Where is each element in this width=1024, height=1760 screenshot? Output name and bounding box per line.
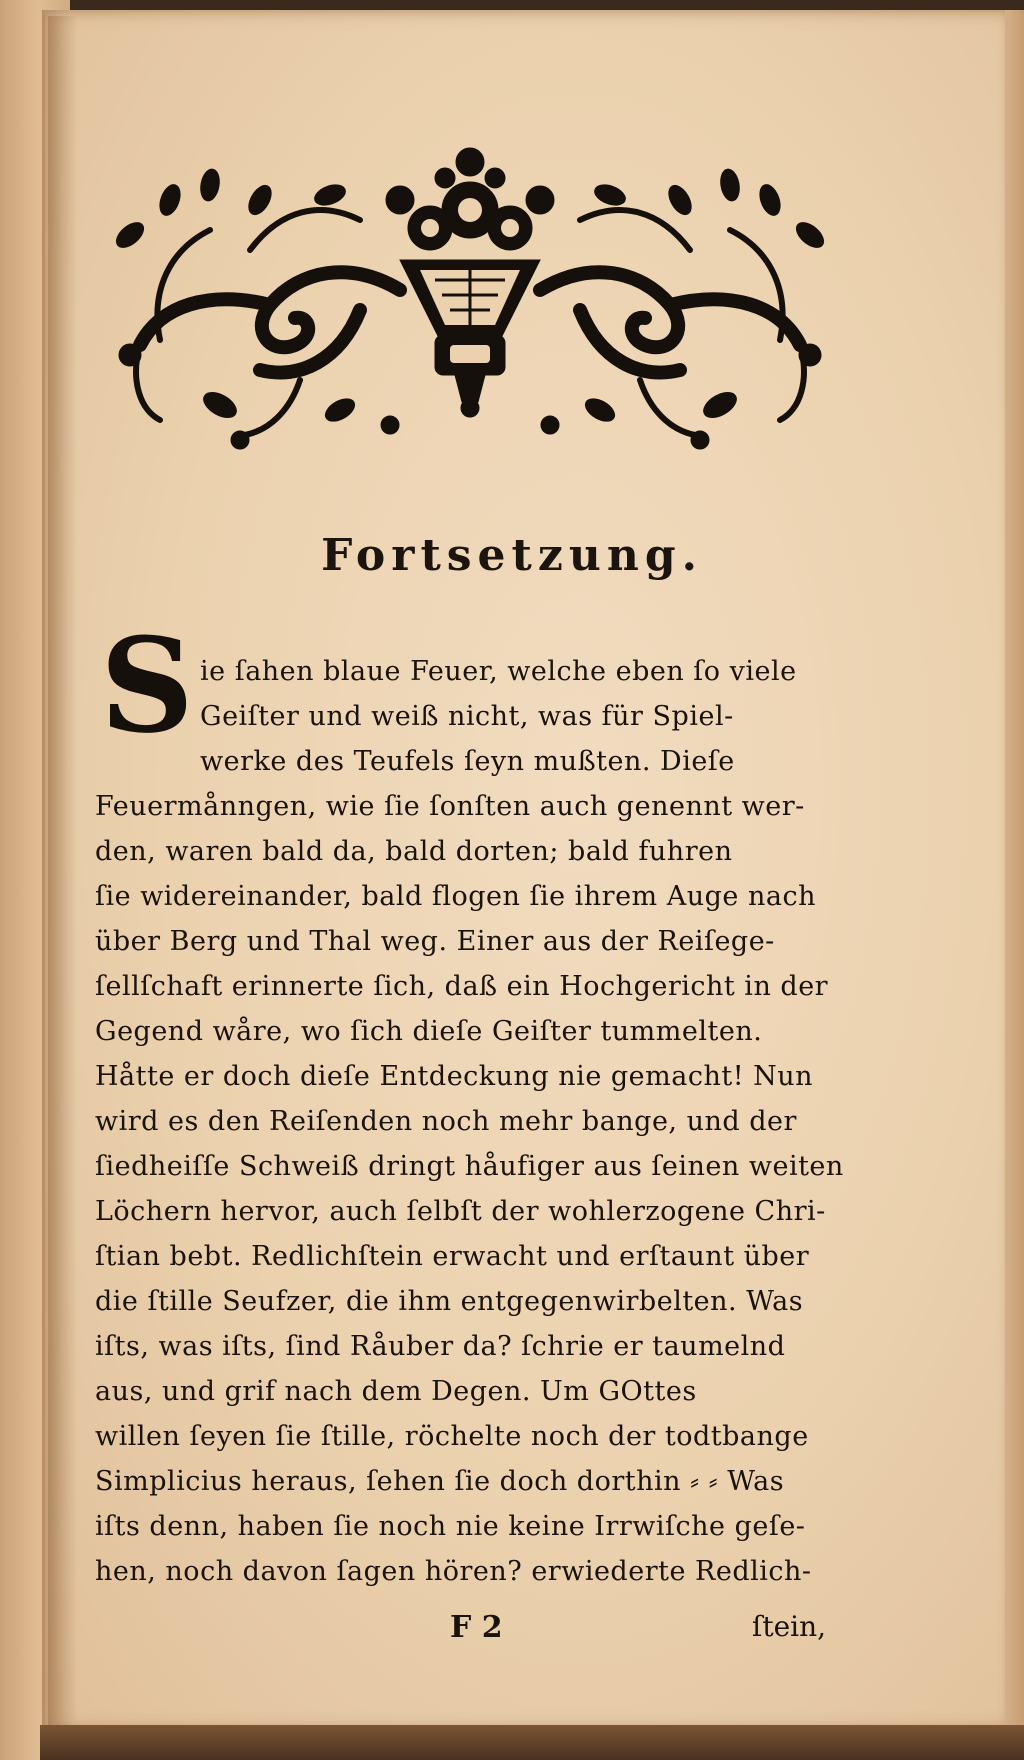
page-right-edge — [1005, 10, 1024, 1730]
drop-cap-initial: S — [100, 609, 194, 762]
text-line: Gegend wåre, wo ſich dieſe Geiſter tummelten. — [95, 1016, 763, 1047]
text-line: die ſtille Seufzer, die ihm entgegenwirbelten. Was — [95, 1286, 804, 1317]
floral-vignette-ornament — [100, 140, 840, 450]
text-line: iſts, was iſts, ſind Råuber da? ſchrie er taumelnd — [95, 1331, 786, 1362]
signature-mark: F 2 — [450, 1610, 503, 1645]
text-line: Geiſter und weiß nicht, was für Spiel- — [200, 701, 734, 732]
text-line: Löchern hervor, auch ſelbſt der wohlerzogene Chri- — [95, 1196, 826, 1227]
page-gutter-shadow — [48, 16, 78, 1726]
text-line: hen, noch davon ſagen hören? erwiederte Redlich- — [95, 1556, 812, 1587]
page-bottom-edge — [40, 1725, 1024, 1760]
text-line: ſie widereinander, bald flogen ſie ihrem Auge nach — [95, 881, 816, 912]
text-line: Håtte er doch dieſe Entdeckung nie gemacht! Nun — [95, 1061, 814, 1092]
text-line: über Berg und Thal weg. Einer aus der Reiſege- — [95, 926, 775, 957]
text-line: ie ſahen blaue Feuer, welche eben ſo viele — [200, 656, 797, 687]
text-line: willen ſeyen ſie ſtille, röchelte noch der todtbange — [95, 1421, 809, 1452]
text-line: Simplicius heraus, ſehen ſie doch dorthin ⸗ ⸗ Was — [95, 1466, 785, 1497]
text-line: ſiedheiſſe Schweiß dringt håufiger aus ſeinen weiten — [95, 1151, 844, 1182]
chapter-title: Fortsetzung. — [321, 530, 703, 581]
text-line: den, waren bald da, bald dorten; bald fuhren — [95, 836, 733, 867]
text-line: iſts denn, haben ſie noch nie keine Irrwiſche geſe- — [95, 1511, 806, 1542]
text-line: ſtian bebt. Redlichſtein erwacht und erſtaunt über — [95, 1241, 810, 1272]
text-line: werke des Teufels ſeyn mußten. Dieſe — [200, 746, 735, 777]
text-line: wird es den Reiſenden noch mehr bange, und der — [95, 1106, 797, 1137]
text-line: aus, und grif nach dem Degen. Um GOttes — [95, 1376, 697, 1407]
text-line: Feuermånngen, wie ſie ſonſten auch genennt wer- — [95, 791, 805, 822]
catchword: ſtein, — [752, 1610, 827, 1643]
text-line: ſellſchaft erinnerte ſich, daß ein Hochgericht in der — [95, 971, 829, 1002]
